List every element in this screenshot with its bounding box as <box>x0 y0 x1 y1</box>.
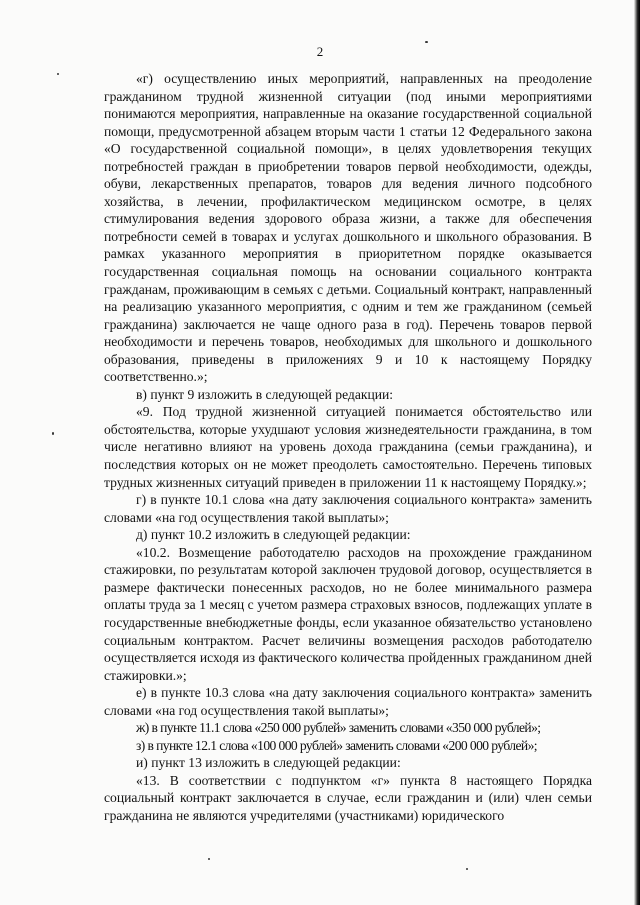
paragraph-item-v: в) пункт 9 изложить в следующей редакции: <box>136 386 394 402</box>
page-number: 2 <box>316 44 324 59</box>
paragraph-item-z: з) в пункте 12.1 слова «100 000 рублей» заменить словами «200 000 рублей»; <box>136 737 537 753</box>
scan-speck <box>57 73 59 75</box>
paragraph-item-zh: ж) в пункте 11.1 слова «250 000 рублей» заменить словами «350 000 рублей»; <box>136 720 541 736</box>
paragraph-item-i: и) пункт 13 изложить в следующей редакции: <box>136 755 401 771</box>
page-edge-shadow <box>634 0 640 905</box>
paragraph-item-d: д) пункт 10.2 изложить в следующей редакции: <box>136 527 411 543</box>
paragraph-subpoint-g: «г) осуществлению иных мероприятий, направленных на преодоление гражданином трудной жизненной ситуации (под иными мероприятиями понимаются мероприятия, направленные на оказание государственной социальной помощи, предусмотренной абзацем вторым части 1 статьи 12 Федерального закона «О государственной социальной помощи», в целях удовлетворения текущих потребностей граждан в приобретении товаров первой необходимости, одежды, обуви, лекарственных препаратов, товаров для ведения личного подсобного хозяйства, в лечении, профилактическом медицинском осмотре, в целях стимулирования ведения здорового образа жизни, а также для обеспечения потребности семей в товарах и услугах дошкольного и школьного образования. В рамках указанного мероприятия в приоритетном порядке оказывается государственная социальная помощь на основании социального контракта гражданам, проживающим в семьях с детьми. Социальный контракт, направленный на реализацию указанного мероприятия, с одним и тем же гражданином (семьей гражданина) заключается не чаще одного раза в год). Перечень товаров первой необходимости и перечень товаров, необходимых для школьного и дошкольного образования, приведены в приложениях 9 и 10 к настоящему Порядку соответственно.»; <box>104 71 592 385</box>
scan-speck <box>466 868 468 870</box>
paragraph-item-e: е) в пункте 10.3 слова «на дату заключения социального контракта» заменить словами «на год осуществления такой выплаты»; <box>104 685 592 718</box>
document-body <box>104 70 592 825</box>
scan-speck <box>208 858 210 860</box>
scan-speck <box>52 432 54 435</box>
paragraph-point-10-2: «10.2. Возмещение работодателю расходов на прохождение гражданином стажировки, по результатам которой заключен трудовой договор, осуществляется в размере фактически понесенных расходов, но не более минимального размера оплаты труда за 1 месяц с учетом размера страховых взносов, подлежащих уплате в государственные внебюджетные фонды, если указанное обязательство установлено социальным контрактом. Расчет величины возмещения расходов работодателю осуществляется исходя из фактического количества пройденных гражданином дней стажировки.»; <box>104 544 592 683</box>
paragraph-point-9: «9. Под трудной жизненной ситуацией понимается обстоятельство или обстоятельства, которые ухудшают условия жизнедеятельности гражданина, в том числе негативно влияют на уровень дохода гражданина (семьи гражданина), и последствия которых он не может преодолеть самостоятельно. Перечень типовых трудных жизненных ситуаций приведен в приложении 11 к настоящему Порядку.»; <box>104 404 592 490</box>
scan-speck <box>425 41 428 43</box>
paragraph-item-g: г) в пункте 10.1 слова «на дату заключения социального контракта» заменить словами «на год осуществления такой выплаты»; <box>104 492 592 525</box>
paragraph-point-13: «13. В соответствии с подпунктом «г» пункта 8 настоящего Порядка социальный контракт заключается в случае, если гражданин и (или) член семьи гражданина не являются учредителями (участниками) юридического <box>104 772 592 823</box>
